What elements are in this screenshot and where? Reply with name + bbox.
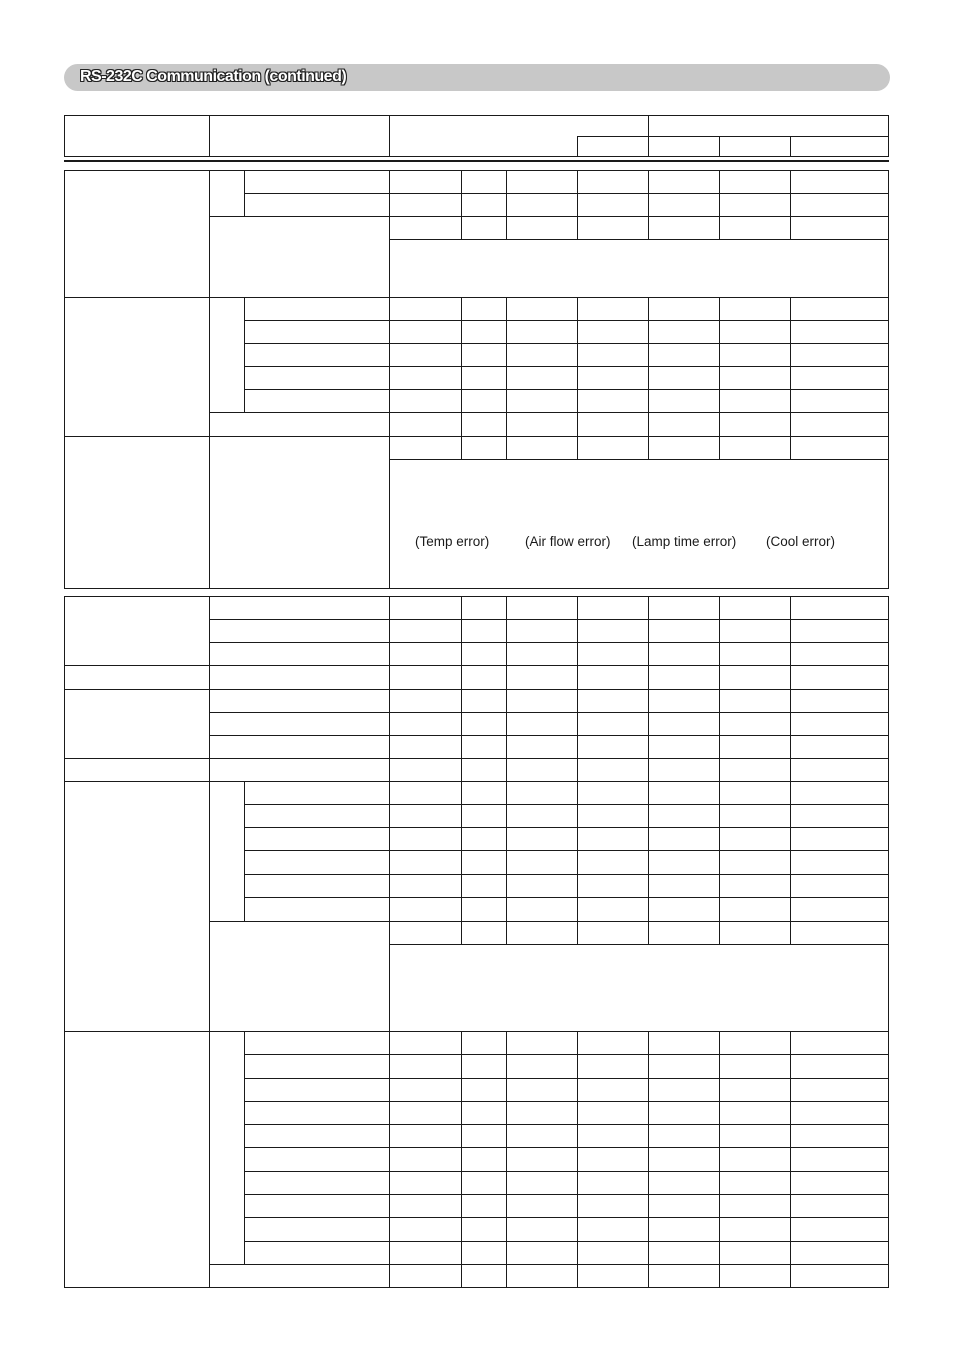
table-rule	[64, 115, 65, 157]
table-rule	[461, 170, 462, 240]
table-rule	[64, 758, 889, 759]
table-rule	[461, 1031, 462, 1288]
table-rule	[790, 596, 791, 945]
table-rule	[244, 781, 245, 922]
table-rule	[244, 366, 889, 367]
table-rule	[888, 596, 889, 1288]
table-rule	[790, 136, 791, 157]
table-rule	[461, 297, 462, 460]
table-rule	[389, 459, 889, 460]
table-rule	[389, 944, 889, 945]
table-rule	[244, 804, 889, 805]
table-rule	[64, 170, 889, 171]
table-rule	[389, 239, 889, 240]
table-rule	[577, 170, 578, 240]
table-rule	[209, 412, 889, 413]
table-rule	[209, 596, 210, 1288]
table-rule	[244, 297, 245, 413]
table-rule	[719, 1031, 720, 1288]
table-rule	[648, 1031, 649, 1288]
section-title: RS-232C Communication (continued)	[80, 68, 347, 85]
table-rule	[64, 297, 889, 298]
error-label-temp: (Temp error)	[415, 534, 490, 549]
table-rule	[64, 689, 889, 690]
table-rule	[64, 156, 889, 157]
table-rule	[209, 735, 889, 736]
table-rule	[244, 827, 889, 828]
table-rule	[244, 1031, 245, 1265]
table-rule	[64, 596, 889, 597]
table-rule	[64, 1287, 889, 1288]
table-rule	[648, 136, 889, 137]
table-rule	[244, 897, 889, 898]
error-label-lamp-time: (Lamp time error)	[632, 534, 737, 549]
table-rule	[209, 1264, 889, 1265]
table-rule	[209, 170, 210, 589]
table-rule	[209, 115, 210, 157]
table-rule	[244, 193, 889, 194]
error-label-cool: (Cool error)	[766, 534, 836, 549]
table-rule	[244, 850, 889, 851]
table-rule	[577, 136, 578, 157]
table-rule	[389, 596, 390, 1288]
table-rule	[244, 1054, 889, 1055]
table-rule	[64, 781, 889, 782]
table-rule	[719, 297, 720, 460]
table-rule	[244, 343, 889, 344]
table-rule	[64, 1031, 889, 1032]
table-rule	[577, 297, 578, 460]
table-rule	[244, 1217, 889, 1218]
table-rule	[888, 170, 889, 589]
table-rule	[389, 115, 390, 157]
table-rule	[577, 1031, 578, 1288]
table-rule	[209, 921, 889, 922]
table-rule	[209, 619, 889, 620]
table-rule	[244, 1171, 889, 1172]
table-rule	[244, 1241, 889, 1242]
error-label-air-flow: (Air flow error)	[525, 534, 611, 549]
table-rule	[577, 136, 649, 137]
table-rule	[244, 874, 889, 875]
table-rule	[790, 170, 791, 240]
table-rule	[244, 1078, 889, 1079]
table-rule	[209, 216, 889, 217]
table-rule	[506, 170, 507, 240]
table-rule	[209, 642, 889, 643]
table-rule	[244, 1147, 889, 1148]
table-rule	[244, 170, 245, 217]
table-rule	[389, 170, 390, 589]
table-rule	[506, 297, 507, 460]
table-rule	[790, 297, 791, 460]
table-rule	[244, 389, 889, 390]
table-rule	[244, 1101, 889, 1102]
table-rule	[461, 596, 462, 945]
table-rule	[648, 170, 649, 240]
table-rule	[64, 596, 65, 1288]
table-rule	[648, 297, 649, 460]
table-rule	[506, 1031, 507, 1288]
table-rule	[209, 712, 889, 713]
table-rule	[64, 170, 65, 589]
table-rule	[719, 136, 720, 157]
table-rule	[719, 170, 720, 240]
table-rule	[244, 320, 889, 321]
table-rule	[719, 596, 720, 945]
table-rule	[790, 1031, 791, 1288]
table-rule	[506, 596, 507, 945]
table-rule	[64, 160, 889, 162]
table-rule	[64, 665, 889, 666]
table-rule	[577, 596, 578, 945]
table-rule	[244, 1124, 889, 1125]
table-rule	[64, 115, 889, 116]
table-rule	[64, 588, 889, 589]
table-rule	[244, 1194, 889, 1195]
table-rule	[648, 596, 649, 945]
table-rule	[64, 436, 889, 437]
